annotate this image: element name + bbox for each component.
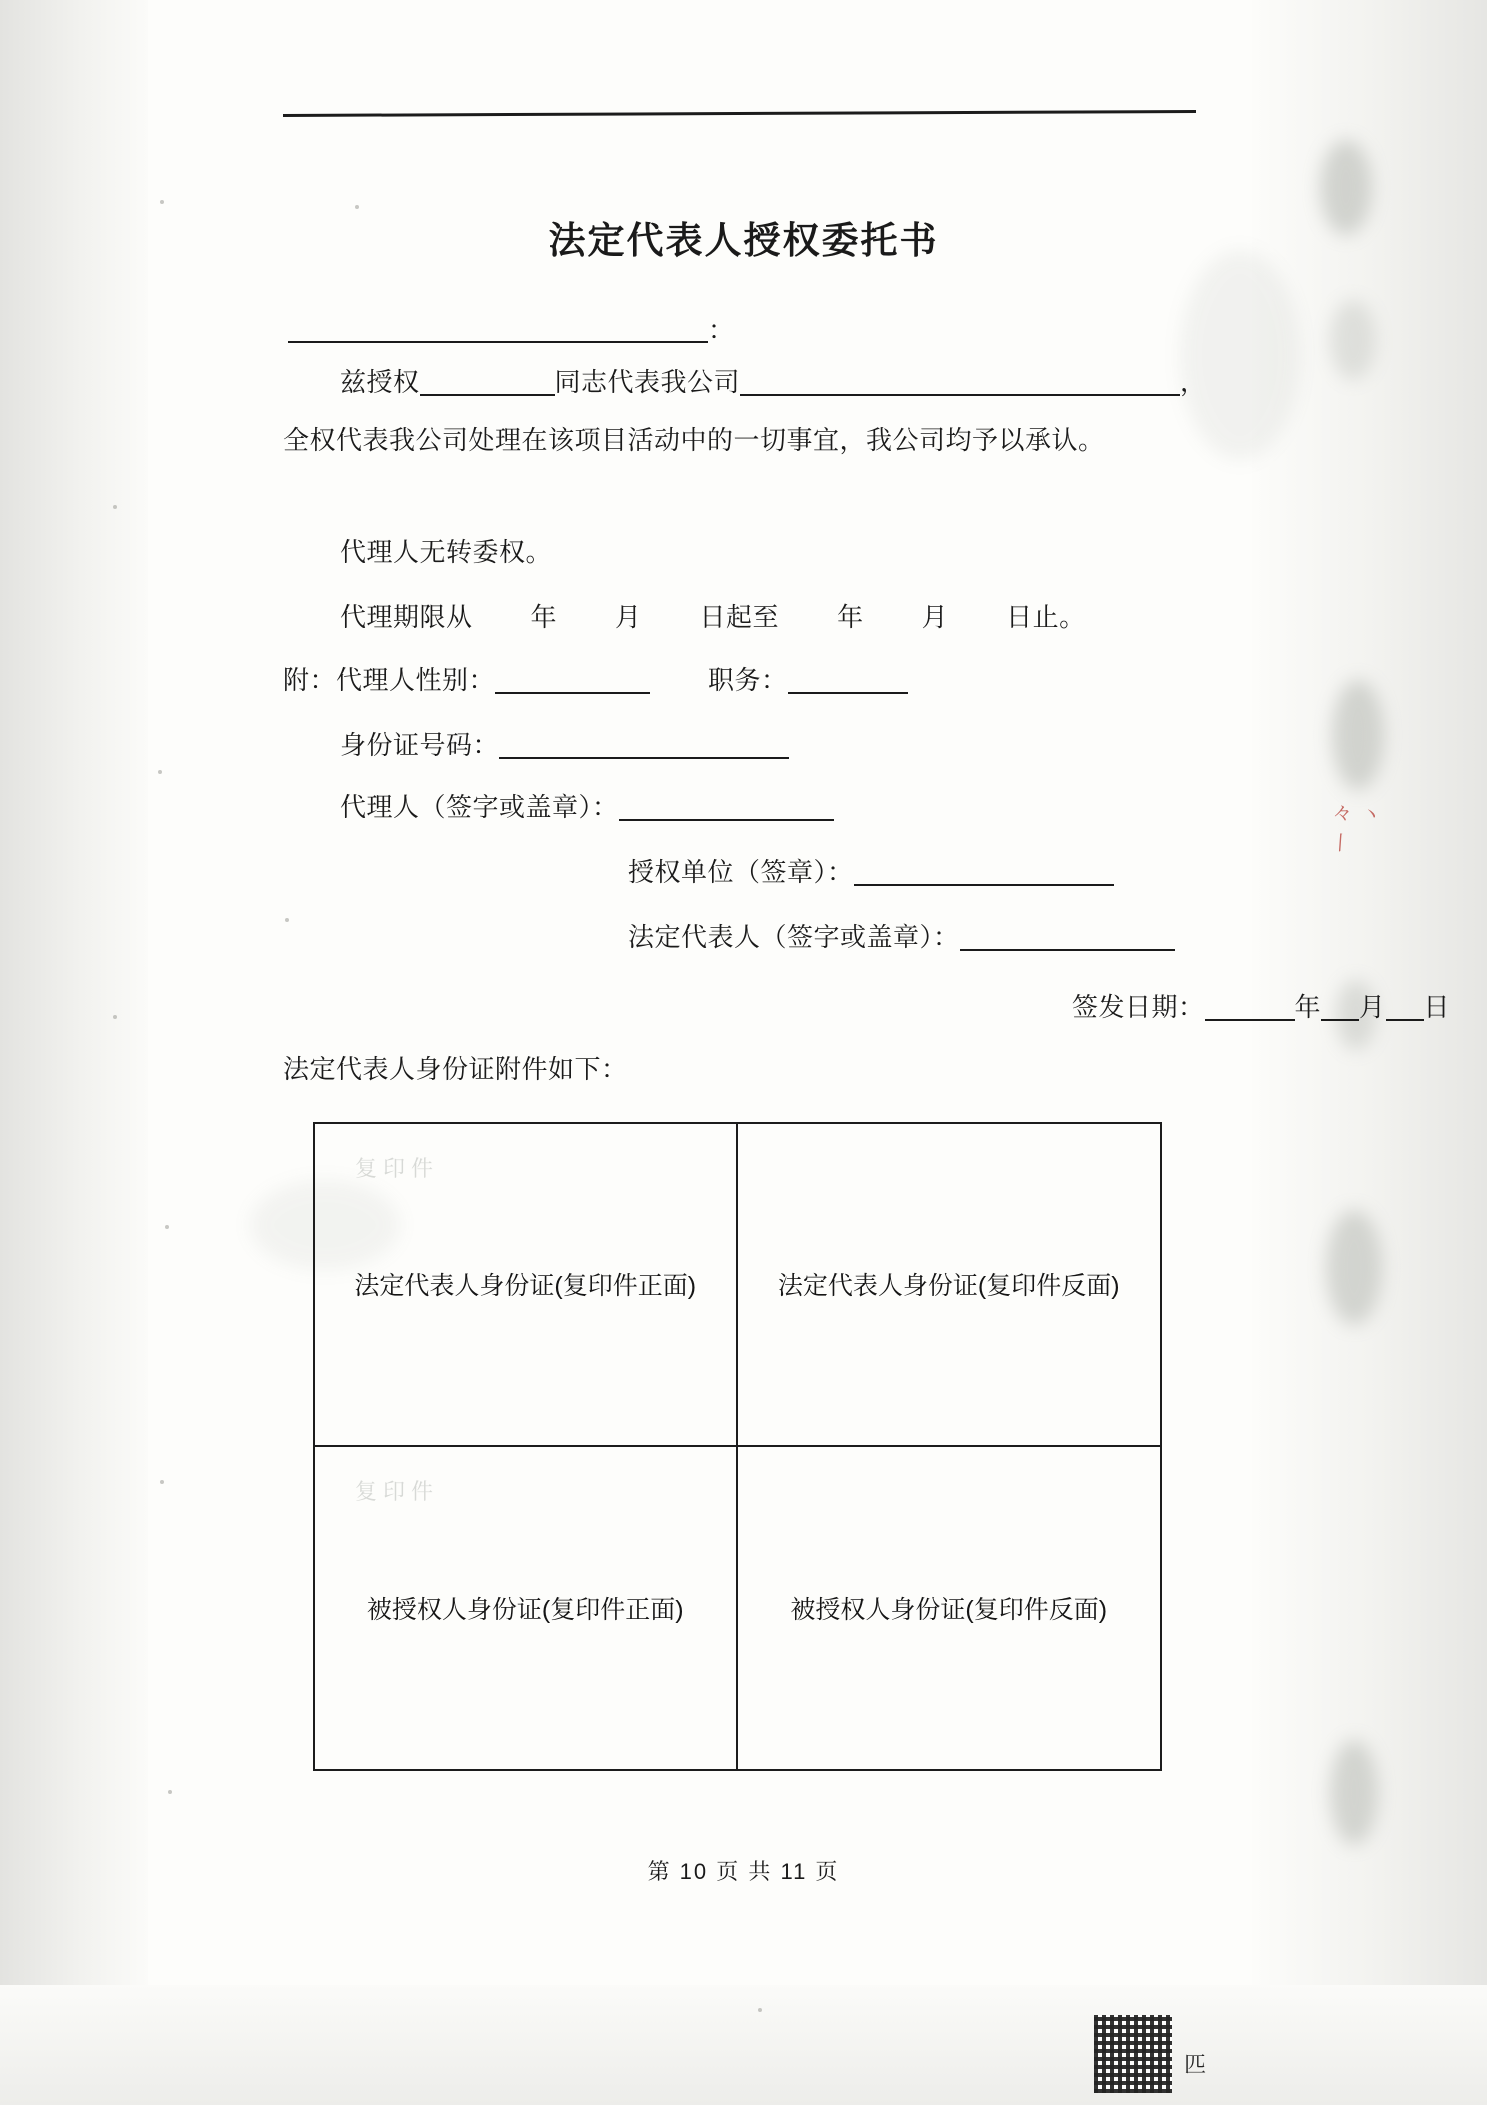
legal-rep-signature-line	[628, 920, 1175, 954]
agent-gender-blank[interactable]	[495, 670, 650, 694]
attachment-cell-label: 法定代表人身份证(复印件反面)	[777, 1272, 1120, 1301]
term-month-2: 月	[921, 602, 949, 632]
attachment-cell-agent-front[interactable]	[315, 1447, 738, 1770]
attachment-cell-label: 被授权人身份证(复印件正面)	[366, 1595, 684, 1624]
page-title: 法定代表人授权委托书	[548, 220, 939, 261]
copy-watermark: 复印件	[355, 1156, 440, 1181]
issue-month-unit: 月	[1359, 992, 1386, 1022]
agent-signature-line	[340, 790, 834, 824]
issue-day-blank[interactable]	[1386, 997, 1424, 1021]
no-subdelegation-line: 代理人无转委权。	[340, 537, 553, 567]
agent-position-label: 职务：	[708, 665, 788, 695]
agent-signature-blank[interactable]	[619, 797, 834, 821]
agent-gender-position-line	[283, 663, 908, 697]
red-margin-annotation: 々 丶 丨	[1329, 802, 1385, 856]
grant-prefix: 兹授权	[340, 367, 420, 397]
legal-rep-blank[interactable]	[960, 927, 1175, 951]
attachment-cell-agent-back[interactable]	[738, 1447, 1161, 1770]
agent-position-blank[interactable]	[788, 670, 908, 694]
term-day-2: 日止。	[1006, 602, 1086, 632]
grant-statement: 全权代表我公司处理在该项目活动中的一切事宜，我公司均予以承认。	[283, 425, 1105, 455]
qr-code[interactable]	[1094, 2015, 1172, 2093]
id-number-label: 身份证号码：	[340, 730, 500, 760]
qr-side-glyph: 匹	[1184, 2052, 1207, 2077]
agent-gender-label: 附：代理人性别：	[283, 665, 496, 695]
attachment-cell-label: 法定代表人身份证(复印件正面)	[354, 1272, 697, 1301]
id-number-blank[interactable]	[499, 735, 789, 759]
term-month-1: 月	[615, 602, 642, 632]
attachment-note: 法定代表人身份证附件如下：	[283, 1054, 628, 1084]
company-name-blank[interactable]	[740, 372, 1180, 396]
grant-mid: 同志代表我公司	[554, 367, 741, 397]
legal-rep-label: 法定代表人（签字或盖章）：	[628, 922, 960, 952]
term-year-1: 年	[530, 602, 558, 632]
qr-code-pattern	[1094, 2015, 1172, 2093]
term-prefix: 代理期限从	[340, 602, 473, 632]
term-day-1: 日起至	[699, 602, 780, 632]
addressee-colon: ：	[708, 315, 735, 345]
issue-month-blank[interactable]	[1321, 997, 1359, 1021]
id-number-line	[340, 728, 789, 762]
grant-suffix: ，	[1180, 367, 1207, 397]
grant-line	[340, 365, 1207, 399]
authorizing-unit-label: 授权单位（签章）：	[628, 857, 854, 887]
issue-day-unit: 日	[1423, 992, 1451, 1022]
issue-year-unit: 年	[1294, 992, 1322, 1022]
issue-date-line	[1072, 990, 1450, 1024]
agent-signature-label: 代理人（签字或盖章）：	[340, 792, 619, 822]
authorizing-unit-line	[628, 855, 1114, 889]
term-year-2: 年	[837, 602, 864, 632]
page-footer: 第 10 页 共 11 页	[647, 1859, 840, 1884]
issue-year-blank[interactable]	[1205, 997, 1295, 1021]
agency-term-line	[340, 600, 1086, 634]
agent-name-blank[interactable]	[420, 372, 555, 396]
attachment-cell-legal-front[interactable]	[315, 1124, 738, 1447]
copy-watermark: 复印件	[355, 1478, 440, 1504]
issue-date-label: 签发日期：	[1072, 992, 1205, 1022]
attachment-cell-legal-back[interactable]	[738, 1124, 1161, 1447]
addressee-blank[interactable]	[288, 319, 708, 343]
attachment-cell-label: 被授权人身份证(复印件反面)	[790, 1595, 1108, 1624]
addressee-line	[288, 310, 734, 347]
id-attachment-table	[313, 1122, 1162, 1771]
header-rule	[283, 110, 1196, 117]
authorizing-unit-blank[interactable]	[854, 862, 1114, 886]
